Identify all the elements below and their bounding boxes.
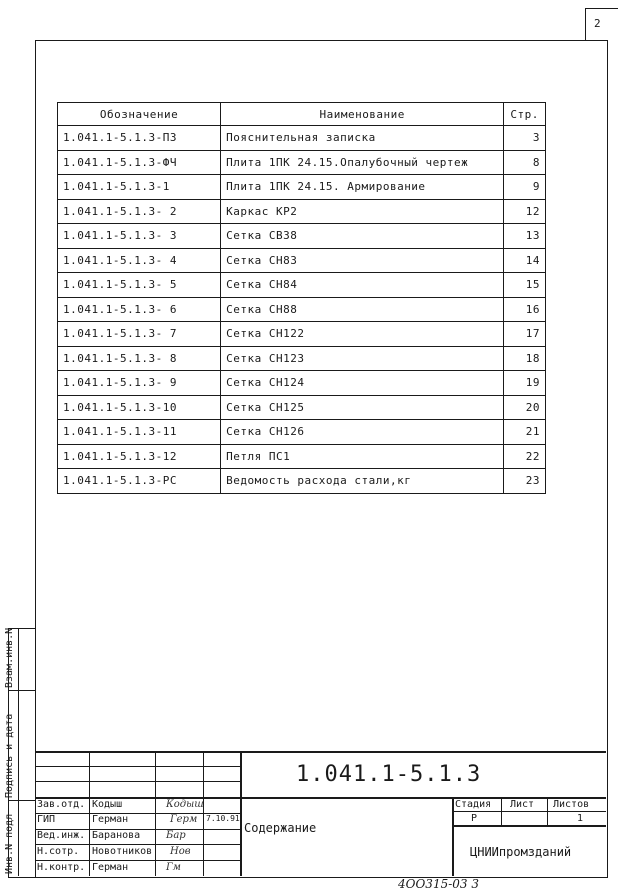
sheet-label: Лист (510, 799, 535, 810)
person-role: Н.контр. (37, 862, 86, 873)
row-page: 19 (504, 371, 546, 396)
person-name: Баранова (92, 830, 141, 841)
row-designation: 1.041.1-5.1.3- 2 (58, 199, 221, 224)
person-name: Кодыш (92, 799, 123, 810)
signature: Кодыш (166, 799, 204, 810)
header-name: Наименование (221, 103, 504, 126)
table-row (58, 444, 546, 469)
signature: Гм (166, 862, 181, 873)
row-name: Плита 1ПК 24.15.Опалубочный чертеж (221, 150, 504, 175)
row-page: 16 (504, 297, 546, 322)
row-designation: 1.041.1-5.1.3-11 (58, 420, 221, 445)
table-row (58, 248, 546, 273)
row-page: 23 (504, 469, 546, 494)
table-row (58, 224, 546, 249)
organization: ЦНИИпромзданий (470, 845, 572, 859)
row-name: Сетка СН88 (221, 297, 504, 322)
row-name: Сетка СН126 (221, 420, 504, 445)
side-stamp-sep-1 (8, 690, 35, 691)
row-designation: 1.041.1-5.1.3- 6 (58, 297, 221, 322)
table-row (58, 126, 546, 151)
table-row (58, 346, 546, 371)
sheets-label: Листов (553, 799, 590, 810)
person-role: Зав.отд. (37, 799, 86, 810)
row-designation: 1.041.1-5.1.3-ФЧ (58, 150, 221, 175)
archive-number: 4ОО315-03 3 (398, 877, 479, 891)
row-page: 3 (504, 126, 546, 151)
row-page: 22 (504, 444, 546, 469)
row-page: 14 (504, 248, 546, 273)
table-row (58, 469, 546, 494)
row-page: 13 (504, 224, 546, 249)
sheet-number-box-left (585, 8, 586, 41)
person-role: Н.сотр. (37, 846, 80, 857)
table-row (58, 150, 546, 175)
table-row (58, 297, 546, 322)
person-name: Новотников (92, 846, 153, 857)
header-page: Стр. (504, 103, 546, 126)
doc-title: Содержание (244, 821, 317, 835)
row-name: Сетка СВ38 (221, 224, 504, 249)
row-name: Сетка СН122 (221, 322, 504, 347)
person-name: Герман (92, 862, 129, 873)
sign-date: 7.10.91 (206, 814, 240, 823)
row-designation: 1.041.1-5.1.3- 5 (58, 273, 221, 298)
person-role: Вед.инж. (37, 830, 86, 841)
sheet-number-box-top (585, 8, 618, 9)
header-designation: Обозначение (58, 103, 221, 126)
signature: Герм (170, 814, 198, 825)
contents-header-row (58, 103, 546, 126)
row-page: 9 (504, 175, 546, 200)
row-page: 20 (504, 395, 546, 420)
row-page: 12 (504, 199, 546, 224)
signature: Бар (166, 830, 186, 841)
row-page: 8 (504, 150, 546, 175)
stage-value: Р (471, 813, 478, 824)
side-inv-podl: Инв.N подл (4, 813, 15, 874)
table-row (58, 199, 546, 224)
row-designation: 1.041.1-5.1.3- 7 (58, 322, 221, 347)
sheets-value: 1 (577, 813, 584, 824)
row-designation: 1.041.1-5.1.3- 8 (58, 346, 221, 371)
row-name: Сетка СН84 (221, 273, 504, 298)
side-podpis-data: Подпись и дата (4, 713, 15, 798)
side-vzam-inv: Взам.инв.N (4, 627, 15, 688)
row-name: Каркас КР2 (221, 199, 504, 224)
designation: 1.041.1-5.1.3 (296, 762, 482, 787)
row-name: Пояснительная записка (221, 126, 504, 151)
row-designation: 1.041.1-5.1.3-10 (58, 395, 221, 420)
row-designation: 1.041.1-5.1.3-1 (58, 175, 221, 200)
person-role: ГИП (37, 814, 56, 825)
table-row (58, 420, 546, 445)
table-row (58, 175, 546, 200)
row-name: Сетка СН123 (221, 346, 504, 371)
side-stamp-sep-2 (8, 800, 35, 801)
side-stamp-divider (18, 628, 19, 876)
table-row (58, 273, 546, 298)
row-name: Сетка СН124 (221, 371, 504, 396)
row-name: Сетка СН83 (221, 248, 504, 273)
row-name: Ведомость расхода стали,кг (221, 469, 504, 494)
signature: Нов (170, 846, 191, 857)
row-designation: 1.041.1-5.1.3- 3 (58, 224, 221, 249)
row-name: Сетка СН125 (221, 395, 504, 420)
row-page: 18 (504, 346, 546, 371)
row-page: 15 (504, 273, 546, 298)
row-designation: 1.041.1-5.1.3-РС (58, 469, 221, 494)
sheet-number: 2 (594, 17, 601, 30)
stage-label: Стадия (455, 799, 492, 810)
row-name: Плита 1ПК 24.15. Армирование (221, 175, 504, 200)
contents-table (57, 102, 546, 494)
row-name: Петля ПС1 (221, 444, 504, 469)
contents-body (58, 126, 546, 494)
row-page: 21 (504, 420, 546, 445)
table-row (58, 322, 546, 347)
row-designation: 1.041.1-5.1.3- 9 (58, 371, 221, 396)
row-designation: 1.041.1-5.1.3-ПЗ (58, 126, 221, 151)
row-designation: 1.041.1-5.1.3- 4 (58, 248, 221, 273)
row-designation: 1.041.1-5.1.3-12 (58, 444, 221, 469)
person-name: Герман (92, 814, 129, 825)
row-page: 17 (504, 322, 546, 347)
table-row (58, 371, 546, 396)
table-row (58, 395, 546, 420)
